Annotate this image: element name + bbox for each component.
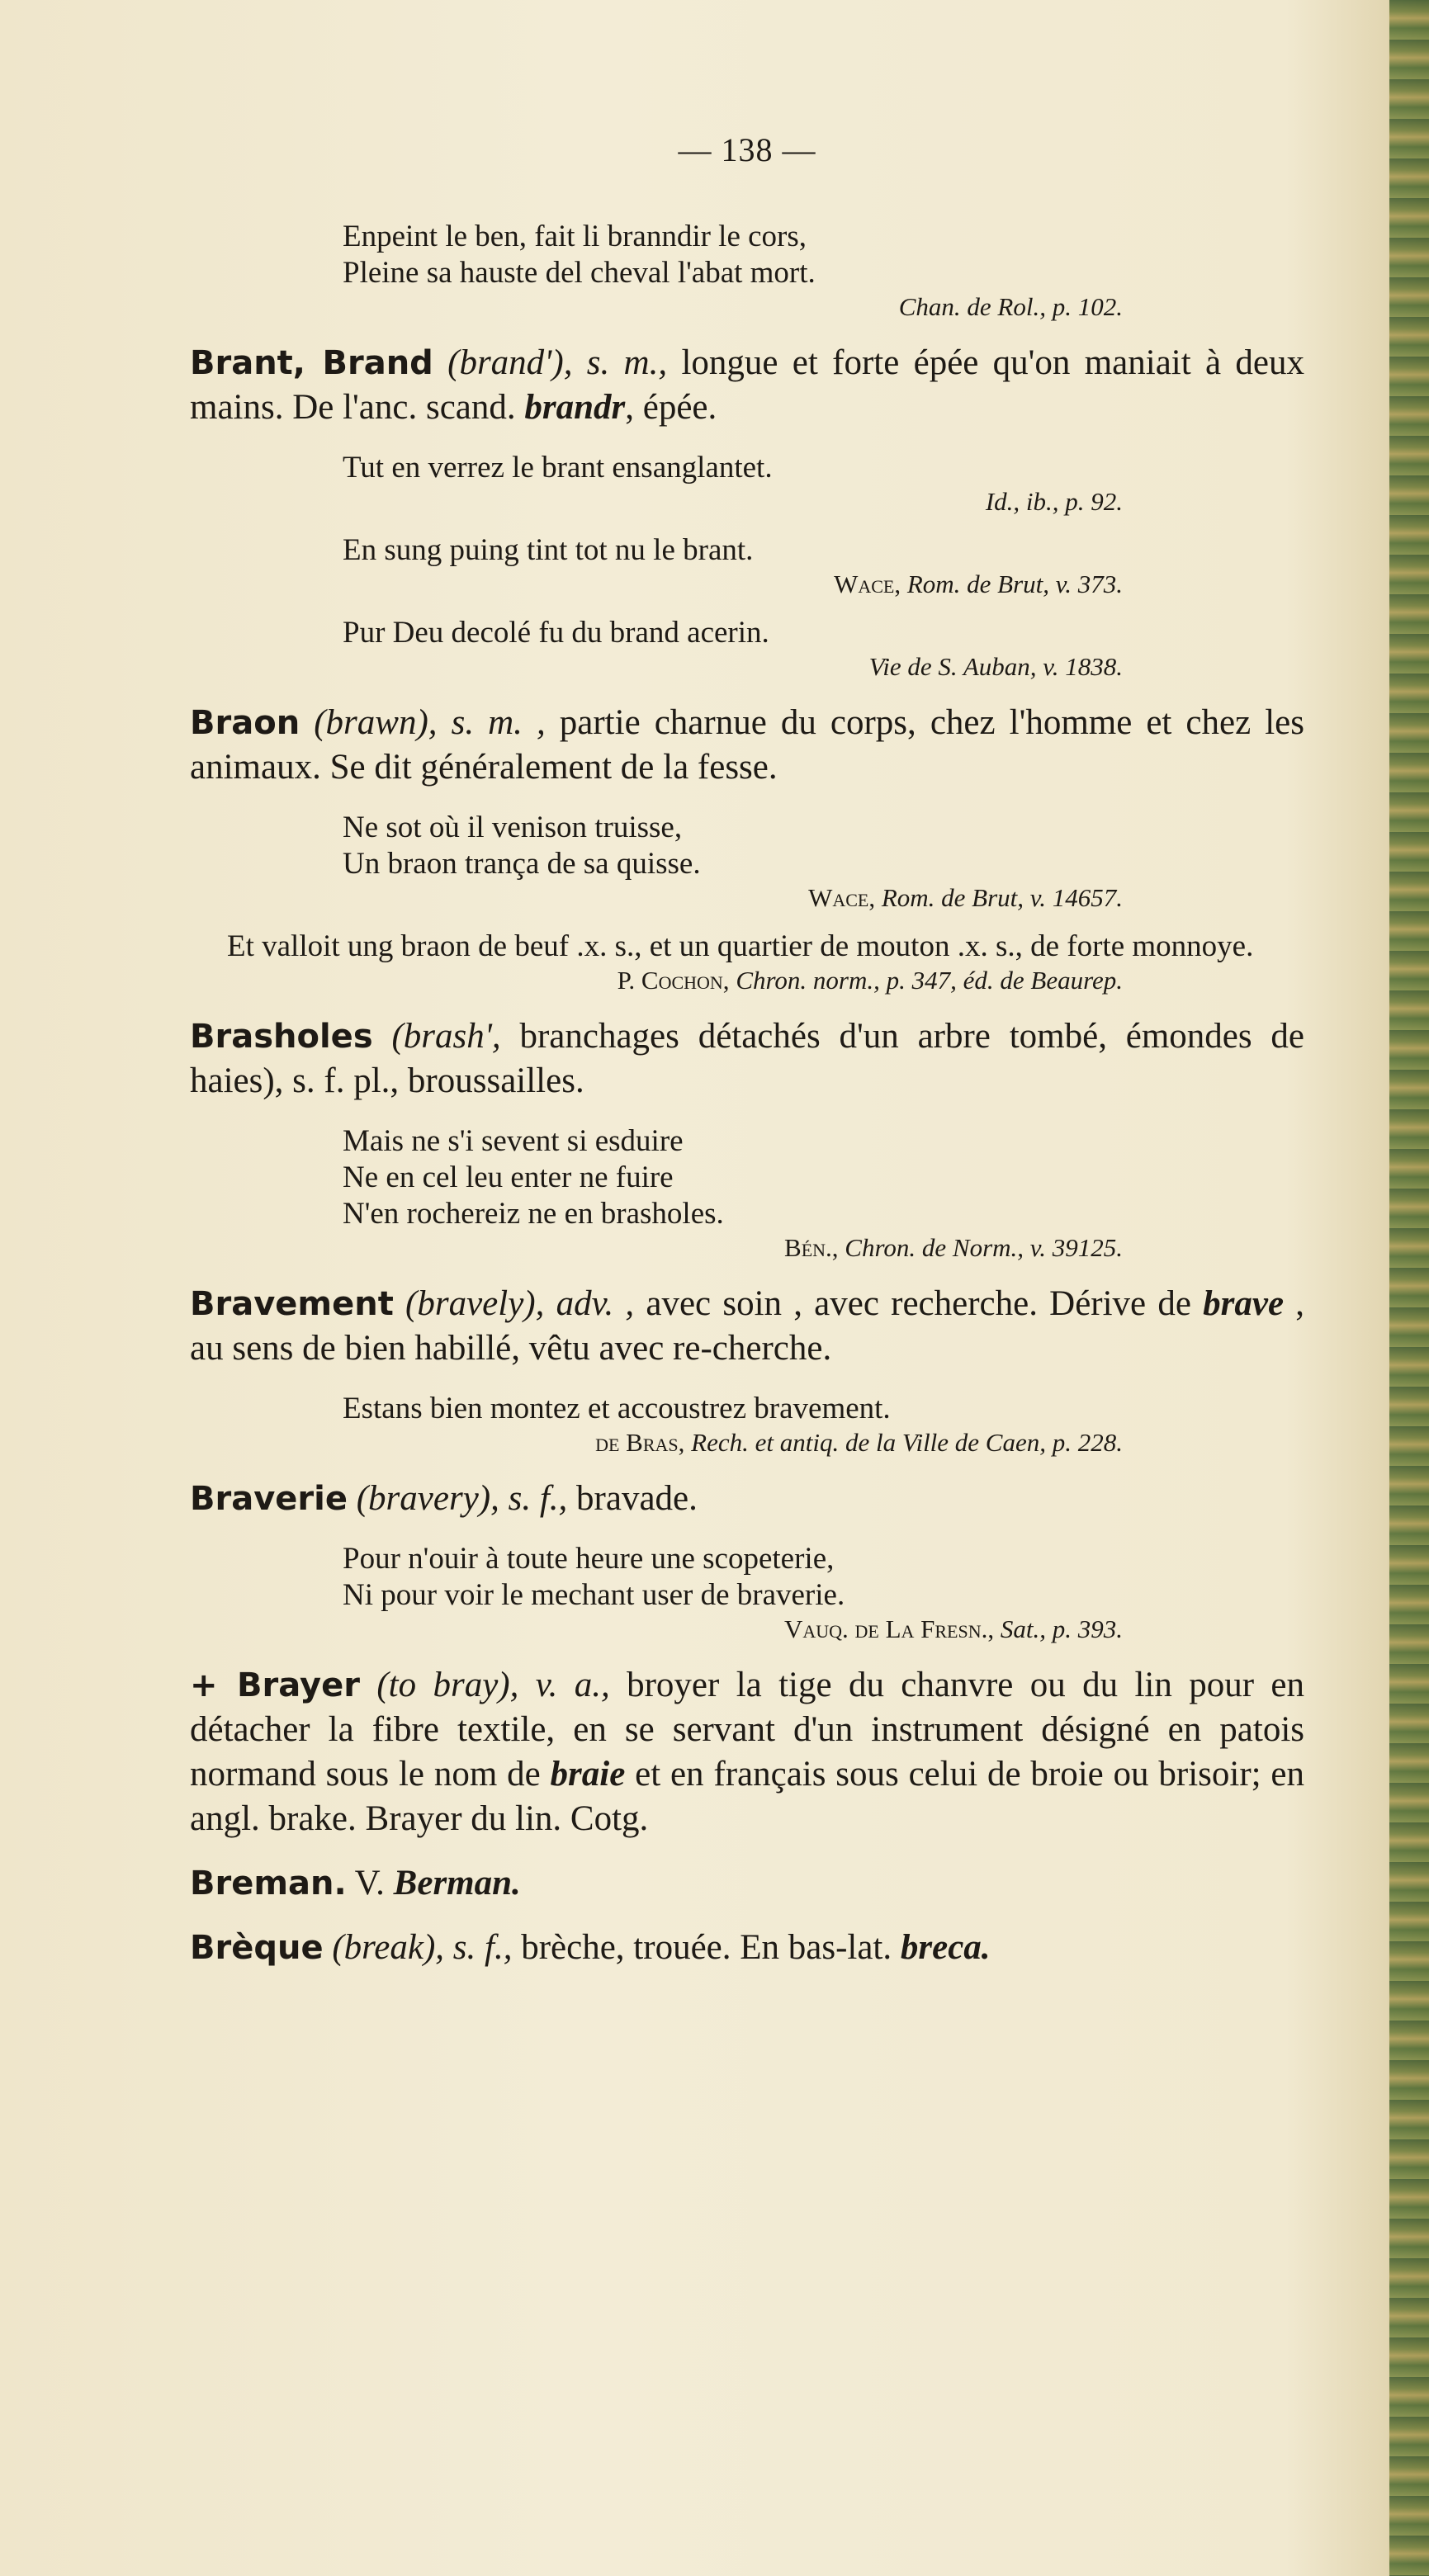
citation-author: Wace, [808,883,876,912]
dictionary-entry [190,341,1304,430]
entry-definition: broyer la tige du chanvre ou du lin pour en détacher la fibre textile, en se servant d'un instrument désigné en patois normand sous le nom de [190,1666,1305,1794]
text-column [190,130,1304,1990]
entry-definition: partie charnue du corps, chez l'homme et chez les animaux. Se dit généralement de la fesse. [190,703,1304,787]
entry-grammar: , s. m., [563,343,668,382]
citation [190,1232,1304,1264]
entry-etymology: (to bray) [376,1666,510,1704]
verse-quote [190,1123,1304,1232]
entry-continuation: , épée. [625,388,717,427]
dictionary-entry [190,701,1304,790]
citation-work: Chron. norm., [729,966,880,995]
citation [190,965,1304,996]
verse-line: Estans bien montez et accoustrez bravement. [343,1392,891,1425]
citation-work: Sat., [994,1614,1046,1643]
verse-line: Un braon trança de sa quisse. [343,847,701,881]
verse-line: Ne en cel leu enter ne fuire [343,1160,674,1194]
entry-etymology: (brawn) [314,703,428,742]
entry-etymology: (bravely) [405,1284,536,1323]
entry-headword: Breman. [190,1865,347,1902]
citation-location: v. 39125. [1024,1233,1123,1262]
entry-etymology: (brand') [447,343,564,382]
entry-definition: bravade. [567,1479,698,1518]
verse-quote [190,1391,1304,1427]
dictionary-entry [190,1663,1304,1841]
verse-quote [190,615,1304,651]
entry-term: breca. [900,1928,991,1967]
citation-location: v. 14657. [1024,883,1123,912]
citation-work: Rech. et antiq. de la Ville de Caen, [684,1428,1046,1457]
citation: Chan. de Rol., p. 102. [898,292,1123,321]
citation-author: Vauq. de La Fresn., [783,1614,995,1643]
citation-location: p. 228. [1046,1428,1123,1457]
citation: Vie de S. Auban, v. 1838. [868,652,1123,681]
page-edge-decoration [1389,0,1429,2576]
citation-work: Rom. de Brut, [875,883,1024,912]
citation-location: v. 373. [1049,570,1123,598]
entry-term: braie [550,1755,626,1794]
verse-line: Enpeint le ben, fait li branndir le cors, [343,220,807,253]
entry-term: Berman. [393,1864,521,1902]
dictionary-entry [190,1926,1304,1970]
entry-continuation: , au sens de bien habillé, vêtu avec re-cherche. [190,1284,1304,1368]
dictionary-entry [190,1861,1304,1906]
entry-definition: avec soin , avec recherche. Dérive de [634,1284,1204,1323]
entry-etymology: (bravery) [356,1479,491,1518]
citation-work: Chron. de Norm., [838,1233,1024,1262]
citation [190,569,1304,600]
verse-quote [190,532,1304,569]
verse-line: Mais ne s'i sevent si esduire [343,1124,684,1158]
entry-headword: Brant, Brand [190,344,433,382]
page-number: — 138 — [678,131,816,168]
verse-line: Pur Deu decolé fu du brand acerin. [343,616,769,650]
entry-definition: V. [346,1864,394,1902]
citation-author: P. Cochon, [617,966,730,995]
entry-definition: longue et forte épée qu'on maniait à deux mains. De l'anc. scand. [190,343,1304,427]
entry-term: brave [1203,1284,1285,1323]
citation [190,882,1304,914]
citation-location: p. 347, éd. de Beaurep. [879,966,1123,995]
verse-line: Tut en verrez le brant ensanglantet. [343,451,773,484]
verse-quote [190,810,1304,882]
entry-grammar: , s. f., [435,1928,513,1967]
prose-quote: Et valloit ung braon de beuf .x. s., et un quartier de mouton .x. s., de forte monnoye. [227,929,1254,963]
entry-headword: Bravement [190,1285,394,1323]
verse-quote [190,1541,1304,1614]
dictionary-entry [190,1282,1304,1371]
citation [190,1614,1304,1645]
entry-headword: Braon [190,704,300,742]
citation-work: Rom. de Brut, [901,570,1050,598]
entry-grammar: , s. f., [490,1479,568,1518]
dictionary-entry [190,1014,1304,1104]
verse-line: En sung puing tint tot nu le brant. [343,533,754,567]
entry-headword: Brasholes [190,1018,373,1056]
verse-quote [190,219,1304,291]
citation-location: p. 393. [1046,1614,1123,1643]
entry-definition: brèche, trouée. En bas-lat. [512,1928,901,1967]
entry-continuation: et en français sous celui de broie ou brisoir; en angl. brake. Brayer du lin. Cotg. [190,1755,1304,1838]
citation-author: de Bras, [595,1428,685,1457]
entry-grammar: , v. a., [509,1666,610,1704]
verse-line: Pour n'ouir à toute heure une scopeterie, [343,1542,835,1576]
entry-definition: branchages détachés d'un arbre tombé, émondes de haies), s. f. pl., broussailles. [190,1017,1304,1100]
citation [190,1427,1304,1458]
verse-quote [190,450,1304,486]
entry-grammar: , adv. , [535,1284,635,1323]
verse-line: Ni pour voir le mechant user de braverie. [343,1578,845,1612]
citation-author: Bén., [784,1233,839,1262]
verse-line: Pleine sa hauste del cheval l'abat mort. [343,256,816,290]
citation: Id., ib., p. 92. [985,487,1123,516]
entry-headword: Braverie [190,1480,348,1518]
verse-line: Ne sot où il venison truisse, [343,811,683,844]
entry-term: brandr [524,388,626,427]
entry-grammar: , s. m. , [428,703,546,742]
entry-etymology: (brash', [391,1017,501,1056]
dictionary-entry [190,1477,1304,1521]
entry-etymology: (break) [332,1928,436,1967]
verse-line: N'en rochereiz ne en brasholes. [343,1197,724,1231]
entry-headword: Brèque [190,1929,324,1967]
citation-author: Wace, [834,570,901,598]
entry-headword: + Brayer [190,1666,360,1704]
dictionary-content [190,219,1304,1970]
